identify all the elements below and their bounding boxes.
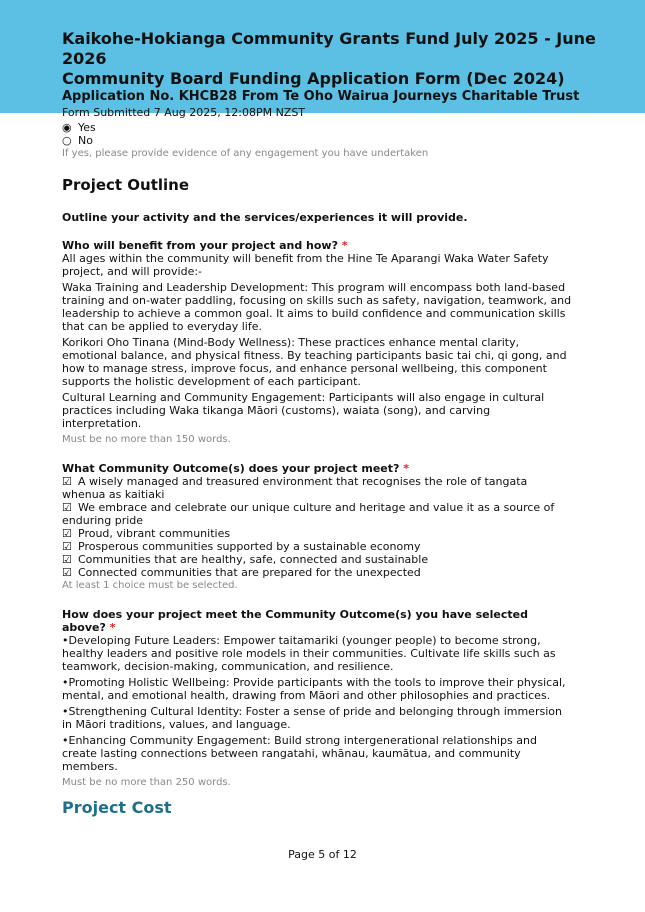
required-marker: * [341,239,348,252]
word-limit-hint: Must be no more than 250 words. [62,777,231,788]
radio-label: No [78,134,93,147]
radio-option-no[interactable] [62,134,572,147]
checkbox-item[interactable] [62,501,572,527]
required-marker: * [109,621,116,634]
question-benefit-label [62,239,572,252]
answer-paragraph: Korikori Oho Tinana (Mind-Body Wellness): These practices enhance mental clarity, emotional balance, and physical fitness. By teaching participants basic tai chi, qi gong, and how to manage stress, improve focus, and enhance personal wellbeing, this component supports the holistic development of each participant. [62,336,567,388]
question-text: What Community Outcome(s) does your project meet? [62,462,400,475]
answer-paragraph: •Promoting Holistic Wellbeing: Provide participants with the tools to improve their physical, mental, and emotional health, drawing from Māori and other philosophies and practices. [62,676,566,702]
radio-option-yes[interactable] [62,121,572,134]
page-number: Page 5 of 12 [288,848,357,861]
checkbox-label: Connected communities that are prepared for the unexpected [78,566,421,579]
checkbox-checked-icon: ☑ [62,566,72,579]
checkbox-checked-icon: ☑ [62,475,72,488]
form-header [0,0,645,119]
checkbox-label: Proud, vibrant communities [78,527,231,540]
answer-paragraph: Waka Training and Leadership Development: This program will encompass both land-based training and on-water paddling, focusing on skills such as safety, navigation, teamwork, and leadership to achieve a common goal. It aims to build confidence and communication skills that can be applied to everyday life. [62,281,572,333]
selection-hint: At least 1 choice must be selected. [62,580,238,591]
checkbox-item[interactable] [62,527,572,540]
answer-paragraph: •Developing Future Leaders: Empower taitamariki (younger people) to become strong, healthy leaders and positive role models in their communities. Cultivate life skills such as teamwork, decision-making, communication, and resilience. [62,634,556,673]
checkbox-item[interactable] [62,475,572,501]
engagement-radio-group [62,121,572,160]
checkbox-label: We embrace and celebrate our unique culture and heritage and value it as a source of enduring pride [62,501,555,527]
checkbox-label: Communities that are healthy, safe, connected and sustainable [78,553,429,566]
engagement-hint: If yes, please provide evidence of any engagement you have undertaken [62,148,429,159]
section-title-project-cost: Project Cost [62,798,172,817]
answer-paragraph: All ages within the community will benefit from the Hine Te Aparangi Waka Water Safety project, and will provide:- [62,252,549,278]
answer-paragraph: •Strengthening Cultural Identity: Foster a sense of pride and belonging through immersion in Māori traditions, values, and language. [62,705,562,731]
question-text: Who will benefit from your project and how? [62,239,338,252]
answer-benefit [62,252,572,446]
checkbox-item[interactable] [62,566,572,579]
checkbox-label: A wisely managed and treasured environment that recognises the role of tangata whenua as kaitiaki [62,475,528,501]
form-content [62,121,572,789]
radio-unselected-icon: ○ [62,134,72,147]
outcomes-checkbox-list [62,475,572,592]
section-intro: Outline your activity and the services/experiences it will provide. [62,211,468,224]
word-limit-hint: Must be no more than 150 words. [62,434,231,445]
radio-selected-icon: ◉ [62,121,72,134]
radio-label: Yes [78,121,96,134]
submitted-timestamp: Form Submitted 7 Aug 2025, 12:08PM NZST [62,106,306,119]
checkbox-checked-icon: ☑ [62,527,72,540]
section-title-project-outline: Project Outline [62,176,190,194]
answer-paragraph: •Enhancing Community Engagement: Build strong intergenerational relationships and create lasting connections between rangatahi, whānau, kaumātua, and community members. [62,734,537,773]
checkbox-checked-icon: ☑ [62,540,72,553]
answer-how [62,634,572,789]
question-outcomes-label [62,462,572,475]
checkbox-checked-icon: ☑ [62,501,72,514]
checkbox-item[interactable] [62,553,572,566]
question-text: How does your project meet the Community Outcome(s) you have selected above? [62,608,528,634]
form-title-line2: Community Board Funding Application Form (Dec 2024) [62,69,565,88]
application-subtitle: Application No. KHCB28 From Te Oho Wairua Journeys Charitable Trust [62,89,580,104]
answer-paragraph: Cultural Learning and Community Engagement: Participants will also engage in cultural practices including Waka tikanga Māori (customs), waiata (song), and carving interpretation. [62,391,545,430]
question-how-label [62,608,572,634]
checkbox-item[interactable] [62,540,572,553]
required-marker: * [403,462,409,475]
checkbox-checked-icon: ☑ [62,553,72,566]
checkbox-label: Prosperous communities supported by a sustainable economy [78,540,421,553]
form-title-line1: Kaikohe-Hokianga Community Grants Fund July 2025 - June 2026 [62,29,596,68]
